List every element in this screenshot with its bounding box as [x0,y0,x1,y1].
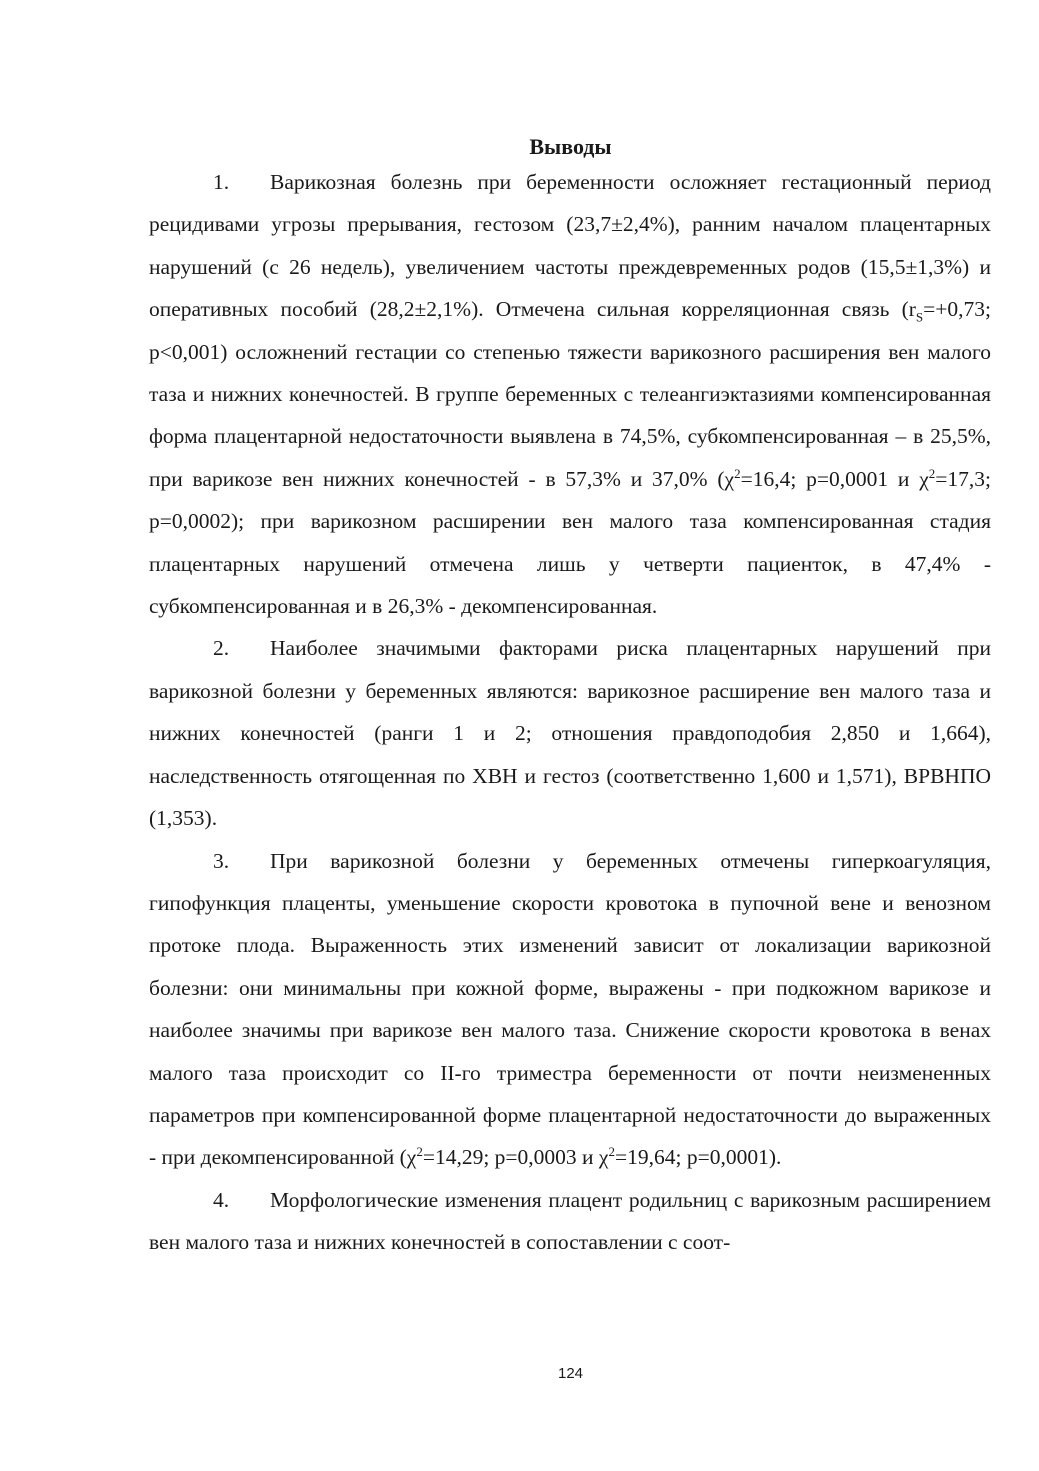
paragraph-number: 4. [213,1187,230,1212]
superscript: 2 [608,1144,615,1160]
paragraph-text: =17,3; p=0,0002); при варикозном расширении вен малого таза компенсированная стадия плацентарных нарушений отмечена лишь у четверти пациенток, в 47,4% - субкомпенсированная и в 26,3% - декомпенсированная. [149,466,991,619]
paragraph-number: 3. [213,848,230,873]
paragraph-text: При варикозной болезни у беременных отмечены гиперкоагуляция, гипофункция плаценты, уменьшение скорости кровотока в пупочной вене и венозном протоке плода. Выраженность этих изменений зависит от локализации варикозной болезни: они минимальны при кожной форме, выражены - при подкожном варикозе и наиболее значимы при варикозе вен малого таза. Снижение скорости кровотока в венах малого таза происходит со II-го триместра беременности от почти неизмененных параметров при компенсированной форме плацентарной недостаточности до выраженных - при декомпенсированной (χ [149,848,991,1170]
superscript: 2 [734,465,741,481]
document-body [149,161,991,1264]
document-title: Выводы [529,134,612,159]
paragraph-text: =14,29; p=0,0003 и χ [422,1145,609,1170]
paragraph-text: =19,64; p=0,0001). [614,1145,782,1170]
paragraph-number: 2. [213,636,230,661]
conclusion-paragraph-2 [149,627,991,839]
paragraph-text: =16,4; p=0,0001 и χ [740,466,929,491]
page-number: 124 [557,1365,584,1382]
paragraph-text: Варикозная болезнь при беременности осложняет гестационный период рецидивами угрозы прерывания, гестозом (23,7±2,4%), ранним началом плацентарных нарушений (с 26 недель), увеличением частоты преждевременных родов (15,5±1,3%) и оперативных пособий (28,2±2,1%). Отмечена сильная корреляционная связь (r [149,170,991,322]
conclusion-paragraph-4 [149,1179,991,1264]
conclusion-paragraph-1 [149,161,991,627]
paragraph-text: Наиболее значимыми факторами риска плацентарных нарушений при варикозной болезни у беременных являются: варикозное расширение вен малого таза и нижних конечностей (ранги 1 и 2; отношения правдоподобия 2,850 и 1,664), наследственность отягощенная по ХВН и гестоз (соответственно 1,600 и 1,571), ВРВНПО (1,353). [149,636,991,831]
conclusion-paragraph-3 [149,840,991,1179]
paragraph-text: Морфологические изменения плацент родильниц с варикозным расширением вен малого таза и нижних конечностей в сопоставлении с соот- [149,1187,991,1255]
subscript: S [915,309,924,325]
paragraph-number: 1. [213,170,230,194]
superscript: 2 [416,1144,423,1160]
paragraph-text: =+0,73; p<0,001) осложнений гестации со степенью тяжести варикозного расширения вен малого таза и нижних конечностей. В группе беременных с телеангиэктазиями компенсированная форма плацентарной недостаточности выявлена в 74,5%, субкомпенсированная – в 25,5%, при варикозе вен нижних конечностей - в 57,3% и 37,0% (χ [149,297,991,491]
superscript: 2 [928,465,936,481]
